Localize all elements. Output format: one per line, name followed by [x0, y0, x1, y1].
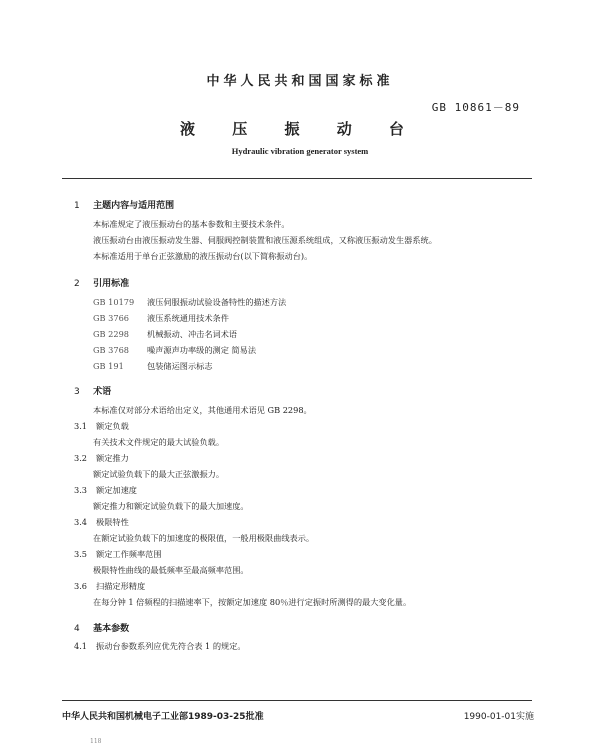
term-heading — [74, 517, 129, 528]
term-heading — [74, 581, 145, 592]
term-definition: 额定推力和额定试验负载下的最大加速度。 — [93, 501, 249, 511]
term-heading — [74, 549, 162, 560]
paragraph-line: 本标准规定了液压振动台的基本参数和主要技术条件。 — [93, 219, 290, 229]
section-2-heading — [74, 276, 129, 289]
term-number: 3.6 — [74, 581, 88, 591]
section-number: 1 — [74, 201, 80, 211]
reference-code: GB 3768 — [93, 345, 129, 355]
reference-title: 液压系统通用技术条件 — [147, 313, 229, 323]
term-heading — [74, 421, 129, 432]
section-title: 基本参数 — [93, 624, 130, 634]
section-3-heading — [74, 384, 111, 397]
section-title: 术语 — [93, 387, 112, 397]
term-number: 3.5 — [74, 549, 88, 559]
clause-text: 振动台参数系列应优先符合表 1 的规定。 — [96, 641, 246, 651]
reference-item — [93, 297, 286, 308]
reference-title: 液压伺服振动试验设备特性的描述方法 — [147, 297, 287, 307]
term-number: 3.1 — [74, 421, 88, 431]
reference-title: 噪声源声功率级的测定 简易法 — [147, 345, 257, 355]
section-title: 引用标准 — [93, 279, 130, 289]
reference-code: GB 10179 — [93, 297, 135, 307]
term-name: 扫描定形精度 — [96, 581, 146, 591]
section-number: 2 — [74, 279, 80, 289]
section-number: 3 — [74, 387, 80, 397]
bottom-rule — [62, 700, 532, 701]
term-name: 额定推力 — [96, 453, 129, 463]
implementation-date: 1990-01-01实施 — [463, 712, 534, 722]
paragraph-line: 本标准适用于单台正弦激励的液压振动台(以下简称振动台)。 — [93, 251, 313, 261]
term-number: 3.3 — [74, 485, 88, 495]
section-title: 主题内容与适用范围 — [93, 201, 175, 211]
term-heading — [74, 453, 129, 464]
reference-item — [93, 345, 256, 356]
reference-item — [93, 361, 213, 372]
approval-statement: 中华人民共和国机械电子工业部1989-03-25批准 — [62, 712, 264, 722]
term-definition: 有关技术文件规定的最大试验负载。 — [93, 437, 225, 447]
paragraph-line: 液压振动台由液压振动发生器、伺服阀控制装置和液压源系统组成，又称液压振动发生器系统。 — [93, 235, 437, 245]
clause-item — [74, 641, 246, 652]
term-number: 3.2 — [74, 453, 88, 463]
term-heading — [74, 485, 137, 496]
reference-code: GB 3766 — [93, 313, 129, 323]
national-standard-title: 中华人民共和国国家标准 — [206, 74, 394, 89]
term-definition: 在额定试验负载下的加速度的极限值，一般用极限曲线表示。 — [93, 533, 315, 543]
term-definition: 极限特性曲线的最低频率至最高频率范围。 — [93, 565, 249, 575]
section-4-heading — [74, 621, 129, 634]
paragraph-line: 本标准仅对部分术语给出定义，其他通用术语见 GB 2298。 — [93, 405, 312, 415]
term-name: 额定工作频率范围 — [96, 549, 162, 559]
term-name: 额定负载 — [96, 421, 129, 431]
term-definition: 在每分钟 1 倍频程的扫描速率下，按额定加速度 80％进行定振时所测得的最大变化量。 — [93, 597, 412, 607]
page-number: 118 — [90, 738, 102, 745]
term-name: 额定加速度 — [96, 485, 137, 495]
standard-number: GB 10861－89 — [431, 101, 520, 114]
section-1-heading — [74, 198, 174, 211]
top-rule — [62, 178, 532, 179]
reference-code: GB 191 — [93, 361, 124, 371]
reference-title: 包装储运图示标志 — [147, 361, 213, 371]
term-number: 3.4 — [74, 517, 88, 527]
reference-title: 机械振动、冲击名词术语 — [147, 329, 238, 339]
reference-code: GB 2298 — [93, 329, 129, 339]
document-title-english: Hydraulic vibration generator system — [231, 146, 369, 156]
document-title: 液 压 振 动 台 — [180, 120, 420, 138]
reference-item — [93, 329, 237, 340]
section-number: 4 — [74, 624, 80, 634]
term-definition: 额定试验负载下的最大正弦激振力。 — [93, 469, 225, 479]
reference-item — [93, 313, 229, 324]
term-name: 极限特性 — [96, 517, 129, 527]
clause-number: 4.1 — [74, 641, 88, 651]
